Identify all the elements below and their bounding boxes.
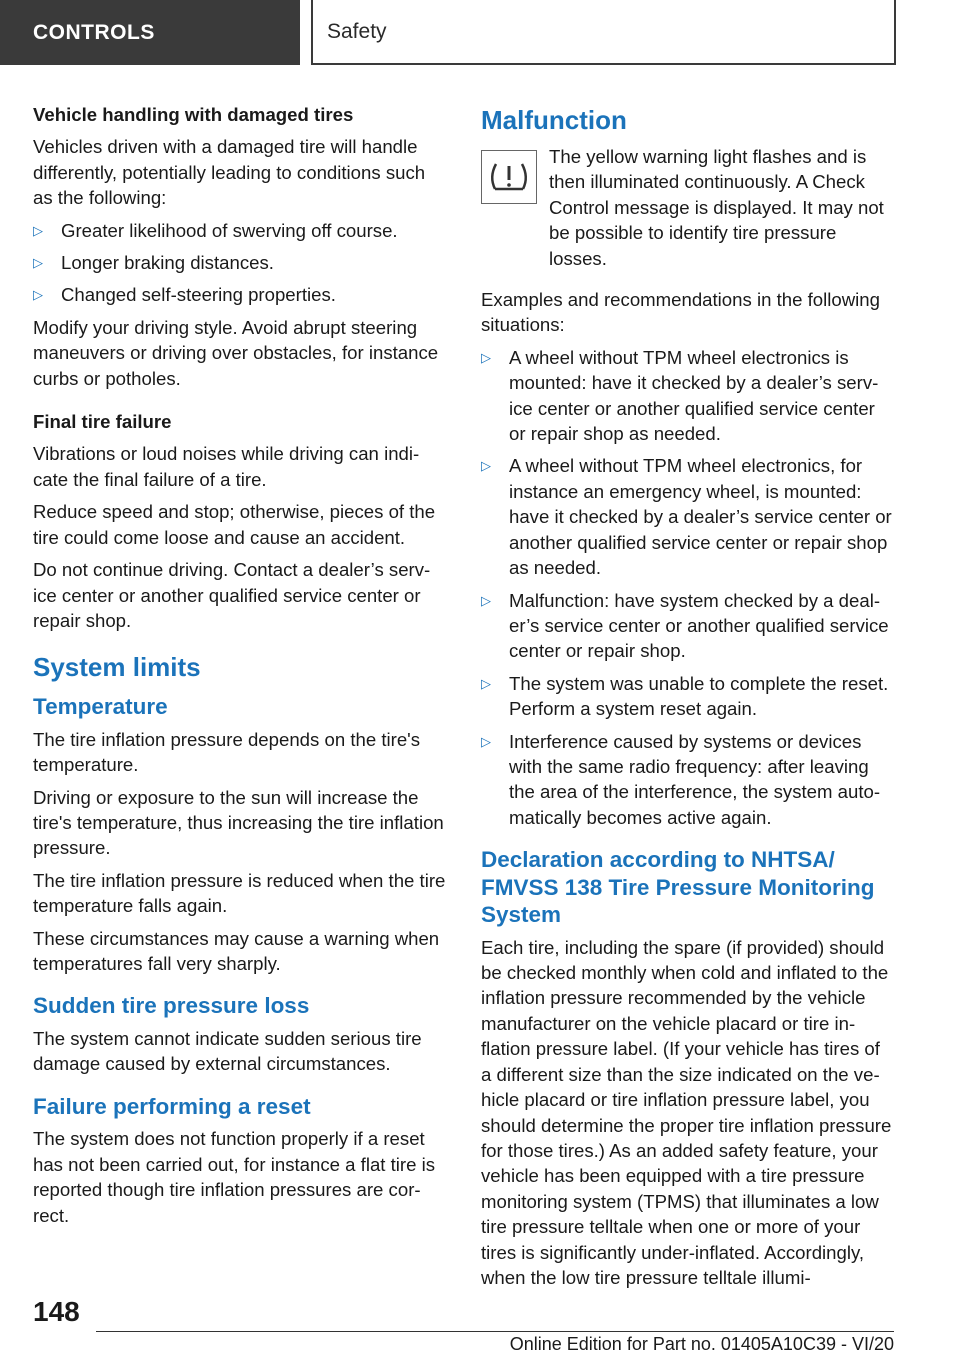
declaration-text: Each tire, including the spare (if provided) should be checked monthly when cold and inflated to the inflation pressure recommended by the vehicle manufacturer on the vehicle placard or tire inflation pressure label. (If your vehicle has tires of a different size than the size indicated on the vehicle placard or tire inflation pressure label, you should determine the proper tire inflation pressure for those tires.) As an added safety feature, your vehicle has been equipped with a tire pressure monitoring system (TPMS) that illuminates a low tire pressure telltale when one or more of your tires is significantly under-inflated. Accordingly, when the low tire pressure telltale illumi-: [481, 936, 892, 1288]
tire-pressure-warning-icon: [481, 150, 537, 204]
damaged-tires-intro: Vehicles driven with a damaged tire will handle differently, potentially leading to conditions such as the following:: [33, 136, 426, 209]
left-column: [33, 102, 447, 1235]
final-failure-text: Do not continue driving. Contact a dealer’s service center or another qualified service center or repair shop.: [33, 559, 431, 631]
malfunction-text-top: [549, 144, 895, 271]
right-column: [481, 102, 895, 1297]
list-item: ▷ Longer braking distances.: [33, 250, 447, 275]
system-limits-heading: System limits: [33, 652, 201, 683]
bullet-icon: ▷: [481, 675, 491, 691]
final-failure-text: Vibrations or loud noises while driving can indicate the final failure of a tire.: [33, 443, 420, 490]
damaged-tires-heading: Vehicle handling with damaged tires: [33, 104, 354, 125]
malfunction-text: The yellow warning light flashes and is then illuminated continuously. A Check Control message is displayed. It may not be possible to identify tire pressure losses.: [549, 146, 884, 269]
reset-failure-heading: Failure performing a reset: [33, 1093, 311, 1119]
temperature-text: Driving or exposure to the sun will increase the tire's temperature, thus increasing the tire inflation pressure.: [33, 786, 444, 859]
edition-text: Online Edition for Part no. 01405A10C39 - VI/20: [509, 1334, 894, 1354]
list-item: ▷ A wheel without TPM wheel electronics, for instance an emergency wheel, is mounted: have it checked by a dealer’s service center or another qualified service center or repair shop as needed.: [481, 455, 892, 579]
malfunction-heading: Malfunction: [481, 105, 627, 135]
temperature-text: The tire inflation pressure depends on the tire's temperature.: [33, 728, 421, 776]
bullet-icon: ▷: [33, 255, 43, 271]
damaged-tires-advice: Modify your driving style. Avoid abrupt steering maneuvers or driving over obstacles, for instance curbs or potholes.: [33, 316, 439, 389]
pressure-loss-text: The system cannot indicate sudden serious tire damage caused by external circumstances.: [33, 1027, 422, 1075]
bullet-icon: ▷: [481, 349, 491, 365]
page-number: 148: [33, 1296, 80, 1327]
list-item: ▷ Interference caused by systems or devices with the same radio frequency: after leaving the area of the interference, the system automatically becomes active again.: [481, 730, 881, 828]
examples-intro: Examples and recommendations in the following situations:: [481, 289, 880, 336]
footer-divider: [96, 1331, 894, 1332]
bullet-icon: ▷: [33, 222, 43, 238]
list-item: ▷ A wheel without TPM wheel electronics is mounted: have it checked by a dealer’s service center or another qualified service center or repair shop as needed.: [481, 346, 879, 445]
examples-list: [481, 345, 895, 830]
bullet-icon: ▷: [33, 287, 43, 303]
damaged-tires-list: [33, 218, 447, 308]
temperature-heading: Temperature: [33, 694, 168, 720]
list-item: ▷ The system was unable to complete the reset. Perform a system reset again.: [481, 672, 889, 720]
declaration-heading: Declaration according to NHTSA/ FMVSS 138 Tire Pressure Monitoring System: [481, 847, 875, 928]
reset-failure-text: The system does not function properly if a reset has not been carried out, for instance a flat tire is reported though tire inflation pressures are correct.: [33, 1128, 436, 1226]
list-item: ▷ Changed self-steering properties.: [33, 282, 447, 307]
temperature-text: These circumstances may cause a warning when temperatures fall very sharply.: [33, 927, 440, 975]
bullet-icon: ▷: [481, 592, 491, 608]
bullet-icon: ▷: [481, 458, 491, 474]
list-item: ▷ Greater likelihood of swerving off course.: [33, 218, 447, 243]
list-item: ▷ Malfunction: have system checked by a dealer’s service center or another qualified service center or repair shop.: [481, 589, 889, 662]
topic-tab: Safety: [311, 0, 896, 65]
temperature-text: The tire inflation pressure is reduced when the tire temperature falls again.: [33, 869, 446, 917]
section-tab: CONTROLS: [0, 0, 300, 65]
malfunction-block: [481, 144, 895, 271]
final-failure-text: Reduce speed and stop; otherwise, pieces of the tire could come loose and cause an accident.: [33, 501, 436, 548]
final-failure-heading: Final tire failure: [33, 411, 172, 433]
bullet-icon: ▷: [481, 733, 491, 749]
pressure-loss-heading: Sudden tire pressure loss: [33, 993, 310, 1019]
